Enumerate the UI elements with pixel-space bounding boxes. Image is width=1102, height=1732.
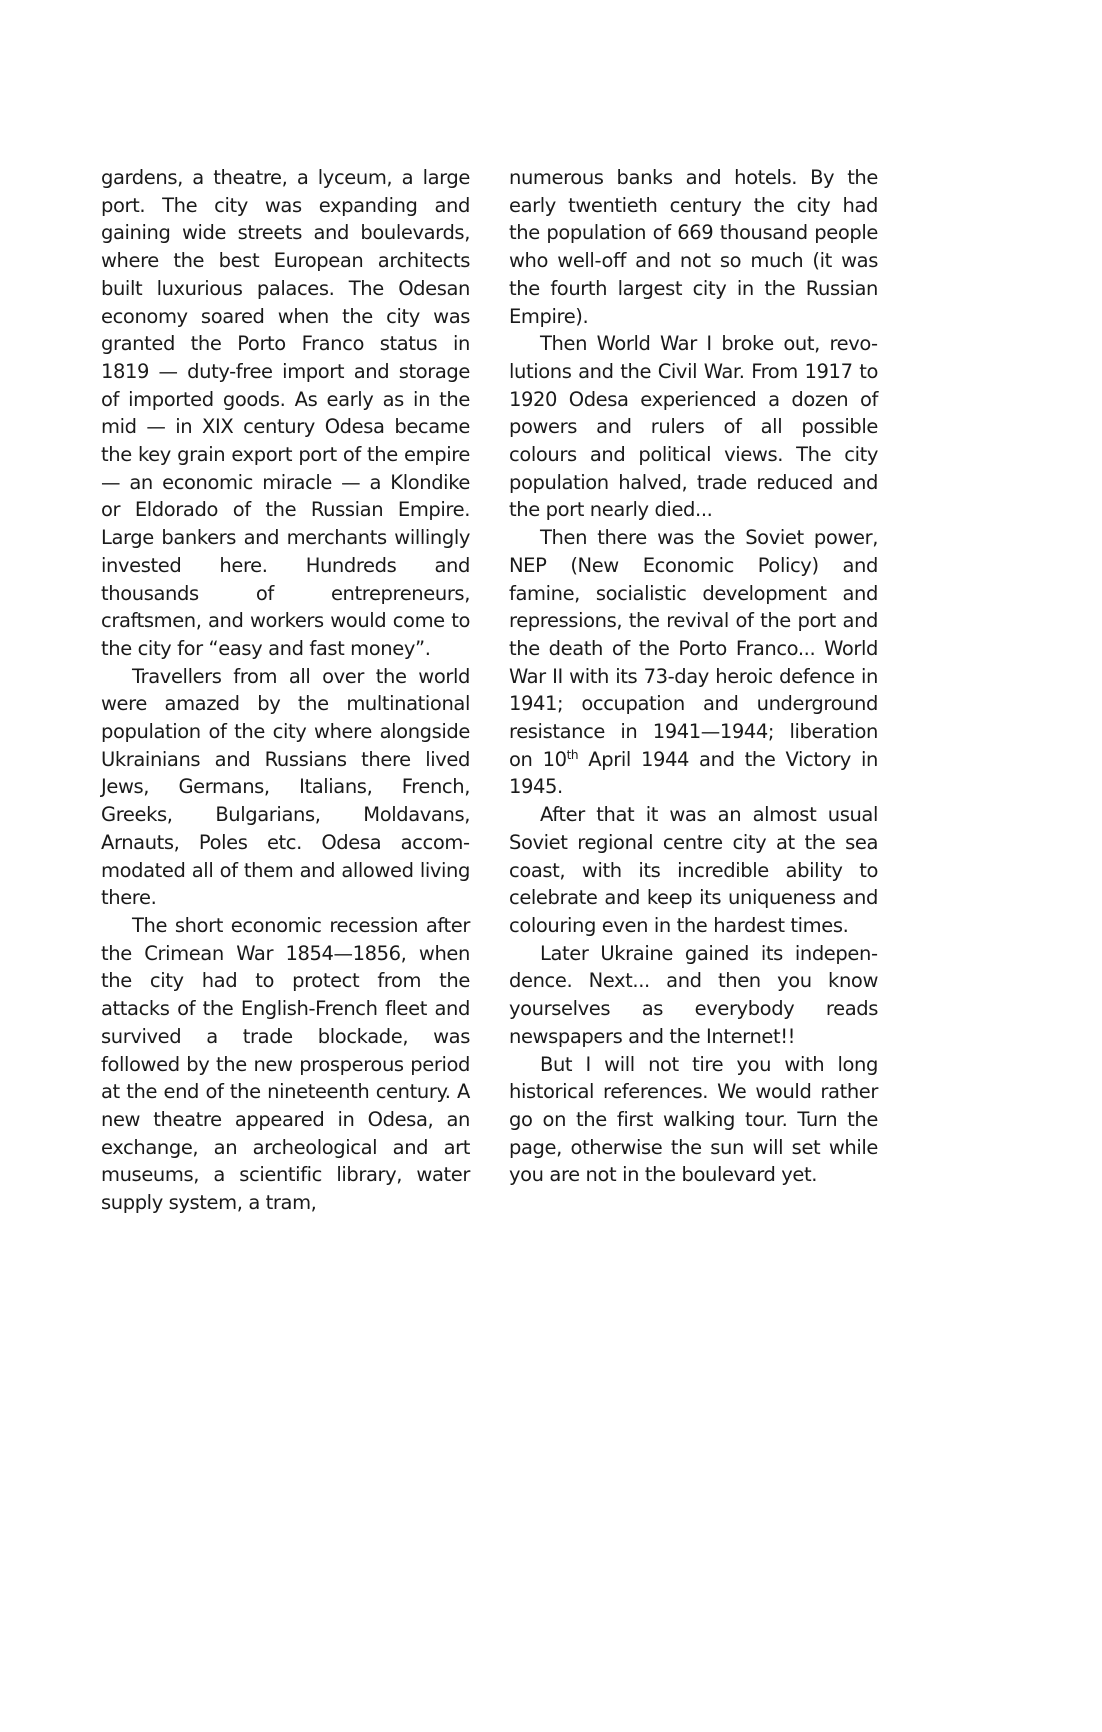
paragraph: But I will not tire you with long historical references. We would rather go on the first walking tour. Turn the page, otherwise the sun will set while you are not in the boulevard yet. [509,1052,878,1187]
paragraph: Travellers from all over the world were amazed by the multinational population of the city where alongside Ukrainians and Russians there lived Jews, Germans, Italians, French, Greeks, Bulgarians, Moldavans, Arnauts, Poles etc. Odesa accommodated all of them and allowed living there. [101,664,470,910]
right-text-column [509,164,878,1189]
paragraph-text: Then there was the Soviet power, NEP (New Economic Policy) and famine, socialistic development and repressions, the revival of the port and the death of the Porto Franco... World War II with its 73-day heroic defence in 1941; occupation and underground resistance in 1941—1944; liberation on 10 [509,526,878,771]
paragraph: The short economic recession after the Crimean War 1854—1856, when the city had to protect from the attacks of the English-French fleet and survived a trade blockade, was followed by the new prosperous period at the end of the nineteenth century. A new theatre appeared in Odesa, an exchange, an archeological and art museums, a scientific library, water supply system, a tram, [101,913,470,1215]
paragraph [509,524,878,801]
paragraph: Then World War I broke out, revolutions and the Civil War. From 1917 to 1920 Odesa experienced a dozen of powers and rulers of all possible colours and political views. The city population halved, trade reduced and the port nearly died... [509,332,878,522]
left-text-column [101,164,470,1217]
paragraph: After that it was an almost usual Soviet regional centre city at the sea coast, with its incredible ability to celebrate and keep its uniqueness and colouring even in the hardest times. [509,803,878,937]
paragraph: Later Ukraine gained its independence. Next... and then you know yourselves as everybody reads newspapers and the Internet!! [509,941,878,1048]
paragraph: gardens, a theatre, a lyceum, a large port. The city was expanding and gaining wide streets and boulevards, where the best European architects built luxurious palaces. The Odesan economy soared when the city was granted the Porto Franco status in 1819 — duty-free import and storage of imported goods. As early as in the mid — in XIX century Odesa became the key grain export port of the empire — an economic miracle — a Klondike or Eldorado of the Russian Empire. Large bankers and merchants willingly invested here. Hundreds and thousands of entrepreneurs, craftsmen, and workers would come to the city for “easy and fast money”. [101,166,470,660]
ordinal-suffix: th [566,747,579,762]
paragraph-text: April 1944 and the Victory in 1945. [509,747,878,799]
paragraph: numerous banks and hotels. By the early twentieth century the city had the population of 669 thousand people who well-off and not so much (it was the fourth largest city in the Russian Empire). [509,166,878,328]
